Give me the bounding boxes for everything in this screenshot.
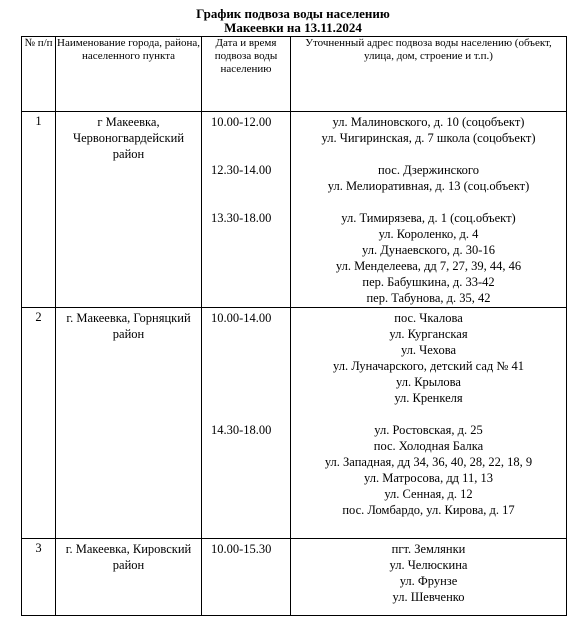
slot-gap	[291, 194, 566, 210]
address-line: ул. Короленко, д. 4	[378, 227, 479, 241]
time-slot: 10.00-15.30	[211, 542, 272, 556]
address-line: пос. Ломбардо, ул. Кирова, д. 17	[342, 503, 515, 517]
time-padding	[211, 358, 290, 374]
time-padding	[211, 274, 290, 290]
time-slot: 10.00-12.00	[211, 115, 272, 129]
delivery-times	[202, 112, 291, 308]
time-padding	[211, 178, 290, 194]
time-padding	[211, 502, 290, 518]
address-line: ул. Шевченко	[392, 590, 465, 604]
table-row	[22, 112, 567, 308]
time-padding	[211, 130, 290, 146]
table-row	[22, 308, 567, 539]
slot-gap	[291, 406, 566, 422]
address-line: пос. Чкалова	[394, 311, 463, 325]
document-title-line1: График подвоза воды населению	[196, 6, 390, 21]
time-padding	[211, 390, 290, 406]
address-line: пос. Дзержинского	[378, 163, 479, 177]
address-line: пос. Холодная Балка	[373, 439, 484, 453]
slot-gap	[211, 146, 290, 162]
time-padding	[211, 454, 290, 470]
district-name: г. Макеевка, Горняцкий район	[56, 308, 202, 539]
time-padding	[211, 290, 290, 306]
delivery-times	[202, 539, 291, 616]
header-name: Наименование города, района, населенного пункта	[56, 37, 202, 112]
address-line: ул. Чигиринская, д. 7 школа (соцобъект)	[321, 131, 536, 145]
address-line: ул. Менделеева, дд 7, 27, 39, 44, 46	[335, 259, 522, 273]
row-number: 3	[22, 539, 56, 616]
time-padding	[211, 242, 290, 258]
time-padding	[211, 486, 290, 502]
address-line: пер. Табунова, д. 35, 42	[366, 291, 491, 305]
slot-gap	[291, 146, 566, 162]
time-padding	[211, 470, 290, 486]
address-line: пгт. Землянки	[391, 542, 466, 556]
slot-gap	[211, 194, 290, 210]
table-body	[22, 112, 567, 616]
time-padding	[211, 374, 290, 390]
time-padding	[211, 557, 290, 573]
address-line: пер. Бабушкина, д. 33-42	[362, 275, 495, 289]
time-padding	[211, 342, 290, 358]
address-line: ул. Кренкеля	[394, 391, 463, 405]
time-slot: 13.30-18.00	[211, 211, 272, 225]
time-padding	[211, 226, 290, 242]
time-slot: 10.00-14.00	[211, 311, 272, 325]
document-title-line2: Макеевки на 13.11.2024	[224, 20, 362, 35]
slot-gap	[211, 406, 290, 422]
delivery-addresses	[291, 539, 567, 616]
district-name: г Макеевка, Червоногвардейский район	[56, 112, 202, 308]
address-line: ул. Курганская	[389, 327, 468, 341]
address-line: ул. Челюскина	[389, 558, 468, 572]
row-number: 2	[22, 308, 56, 539]
time-padding	[211, 589, 290, 605]
water-schedule-table	[21, 36, 567, 616]
address-line: ул. Фрунзе	[399, 574, 458, 588]
time-padding	[211, 438, 290, 454]
time-padding	[211, 326, 290, 342]
time-padding	[211, 258, 290, 274]
address-line: ул. Мелиоративная, д. 13 (соц.объект)	[327, 179, 530, 193]
delivery-times	[202, 308, 291, 539]
row-number: 1	[22, 112, 56, 308]
address-line: ул. Малиновского, д. 10 (соцобъект)	[332, 115, 525, 129]
delivery-addresses	[291, 308, 567, 539]
address-line: ул. Крылова	[396, 375, 461, 389]
address-line: ул. Западная, дд 34, 36, 40, 28, 22, 18, 9	[324, 455, 533, 469]
time-slot: 14.30-18.00	[211, 423, 272, 437]
address-line: ул. Матросова, дд 11, 13	[364, 471, 493, 485]
address-line: ул. Сенная, д. 12	[384, 487, 473, 501]
time-padding	[211, 573, 290, 589]
address-line: ул. Луначарского, детский сад № 41	[333, 359, 524, 373]
header-num: № п/п	[22, 37, 56, 112]
delivery-addresses	[291, 112, 567, 308]
address-line: ул. Ростовская, д. 25	[374, 423, 483, 437]
time-slot: 12.30-14.00	[211, 163, 272, 177]
address-line: ул. Дунаевского, д. 30-16	[362, 243, 495, 257]
district-name: г. Макеевка, Кировский район	[56, 539, 202, 616]
address-line: ул. Чехова	[400, 343, 456, 357]
table-row	[22, 539, 567, 616]
address-line: ул. Тимирязева, д. 1 (соц.объект)	[341, 211, 516, 225]
header-address: Уточненный адрес подвоза воды населению (объект, улица, дом, строение и т.п.)	[291, 37, 567, 112]
table-header-row	[22, 37, 567, 112]
header-time: Дата и время подвоза воды населению	[202, 37, 291, 112]
